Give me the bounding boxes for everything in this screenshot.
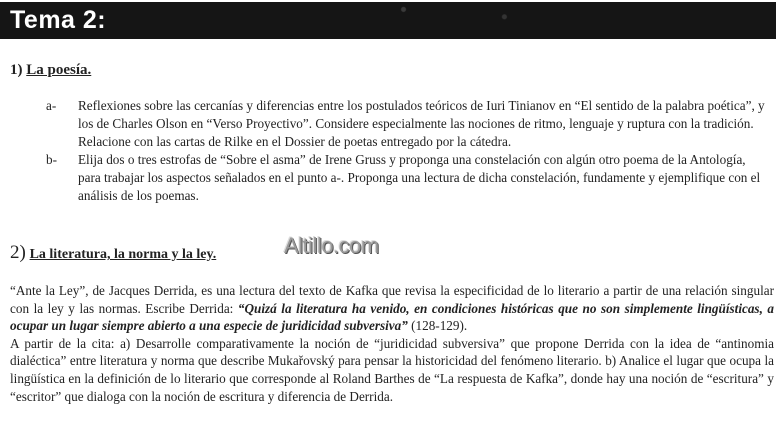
section-2-heading [10,242,216,264]
section-2-number: 2) [10,242,26,263]
altillo-logo: Altillo.com [284,233,379,258]
section-1-number: 1) [10,62,23,78]
section-1-list [46,97,768,205]
quote-pages: (128-129). [407,318,468,334]
list-item-marker: b- [46,152,57,167]
derrida-quote: “Quizá la literatura ha venido, en condiciones históricas que no son simplemente lingüísticas, a ocupar un lugar siempre abierto a una especie de juridicidad subversiva” [10,300,775,334]
page-title: Tema 2: [10,6,107,34]
list-item-text: Elija dos o tres estrofas de “Sobre el asma” de Irene Gruss y proponga una constelación con algún otro poema de la Antología, para trabajar los aspectos señalados en el punto a-. Proponga una lectura de dicha constelación, fundamente y ejemplifique con el análisis de los poemas. [78,152,761,203]
section-1-title: La poesía. [26,62,92,78]
paragraph-2: A partir de la cita: a) Desarrolle comparativamente la noción de “juridicidad subversiva” que propone Derrida con la idea de “antinomia dialéctica” entre literatura y norma que describe Mukařovský para pensar la historicidad del fenómeno literario. b) Analice el lugar que ocupa la lingüística en la definición de lo literario que corresponde al Roland Barthes de “La respuesta de Kafka”, donde hay una noción de “escritura” y “escritor” que dialoga con la noción de escritura y diferencia de Derrida. [10,335,774,404]
paragraph-1-intro: “Ante la Ley”, de Jacques Derrida, es una lectura del texto de Kafka que revisa la especificidad de lo literario a partir de una relación singular con la ley y las normas. Escribe Derrida: [10,283,774,316]
list-item-text: Reflexiones sobre las cercanías y diferencias entre los postulados teóricos de Iuri Tinianov en “El sentido de la palabra poética”, y los de Charles Olson en “Verso Proyectivo”. Considere especialmente las nociones de ritmo, lenguaje y ruptura con la tradición. Relacione con las cartas de Rilke en el Dossier de poetas entregado por la cátedra. [78,98,765,149]
list-item-marker: a- [46,98,57,113]
list-item [46,151,768,205]
section-2-title: La literatura, la norma y la ley. [29,247,217,262]
list-item [46,97,768,151]
section-2-body [10,282,774,405]
section-1-heading [10,62,91,79]
paragraph-1 [10,282,774,335]
title-banner [0,2,776,39]
